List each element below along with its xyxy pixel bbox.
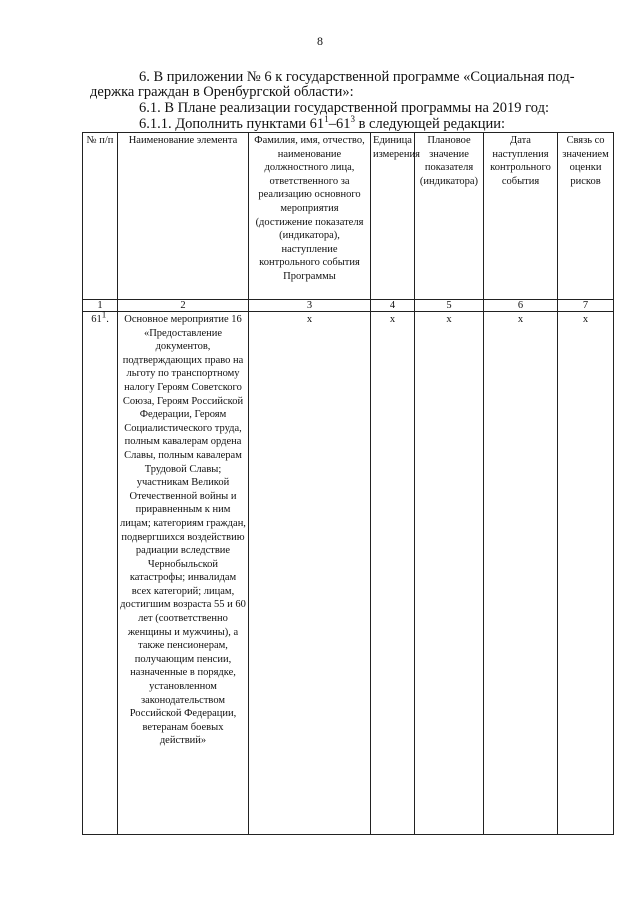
column-number: 6 (484, 300, 558, 312)
row-responsible: x (249, 312, 371, 835)
row-planned-value: x (415, 312, 484, 835)
column-number: 1 (83, 300, 118, 312)
row-num (83, 309, 118, 835)
table-row (83, 312, 614, 835)
p3-sup2: 3 (350, 114, 355, 125)
header-unit: Единица измерения (371, 133, 415, 300)
paragraph-6-1-1 (139, 115, 505, 133)
table-header-row (83, 133, 614, 300)
header-risk-link: Связь со значением оценки рисков (558, 133, 614, 300)
paragraph-6-line2: держка граждан в Оренбургской области»: (90, 84, 354, 100)
column-number: 7 (558, 300, 614, 312)
header-event-date: Дата наступления контрольного события (484, 133, 558, 300)
header-num: № п/п (83, 133, 118, 300)
column-number: 3 (249, 300, 371, 312)
implementation-plan-table (82, 132, 614, 835)
header-planned-value: Плановое значение показателя (индикатора) (415, 133, 484, 300)
row-risk-link: x (558, 312, 614, 835)
row-unit: x (371, 312, 415, 835)
row-element-name: Основное мероприятие 16 «Предоставление документов, подтверждающих право на льготу по транспортному налогу Героям Советского Союза, Героям Российской Федерации, Героям Социалистического труда, полным кавалерам ордена Славы, полным кавалерам Трудовой Славы; участникам Великой Отечественной войны и приравненным к ним лицам; категориям граждан, подвергшихся воздействию радиации вследствие Чернобыльской катастрофы; инвалидам всех категорий; лицам, достигшим возраста 55 и 60 лет (соответственно женщины и мужчины), а также пенсионерам, получающим пенсии, назначенные в порядке, установленном законодательством Российской Федерации, ветеранам боевых действий» (118, 312, 249, 835)
row-num-main: 61 (91, 314, 102, 325)
row-num-sup: 1 (101, 309, 107, 320)
paragraph-6-1: 6.1. В Плане реализации государственной программы на 2019 год: (139, 100, 549, 116)
p3-dash: –61 (328, 116, 351, 132)
header-element-name: Наименование элемента (118, 133, 249, 300)
p3-after: в следующей редакции: (354, 116, 506, 132)
page-number: 8 (317, 34, 323, 48)
column-numbers-row (83, 300, 614, 312)
row-num-suffix: . (106, 314, 109, 325)
column-number: 5 (415, 300, 484, 312)
p3-sup1: 1 (324, 114, 329, 125)
header-responsible: Фамилия, имя, отчество, наименование должностного лица, ответственного за реализацию основного мероприятия (достижение показателя (индикатора), наступление контрольного события Программы (249, 133, 371, 300)
paragraph-6-line1: 6. В приложении № 6 к государственной программе «Социальная под- (139, 69, 575, 85)
column-number: 2 (118, 300, 249, 312)
p3-before: 6.1.1. Дополнить пунктами 61 (139, 116, 325, 132)
row-event-date: x (484, 312, 558, 835)
column-number: 4 (371, 300, 415, 312)
